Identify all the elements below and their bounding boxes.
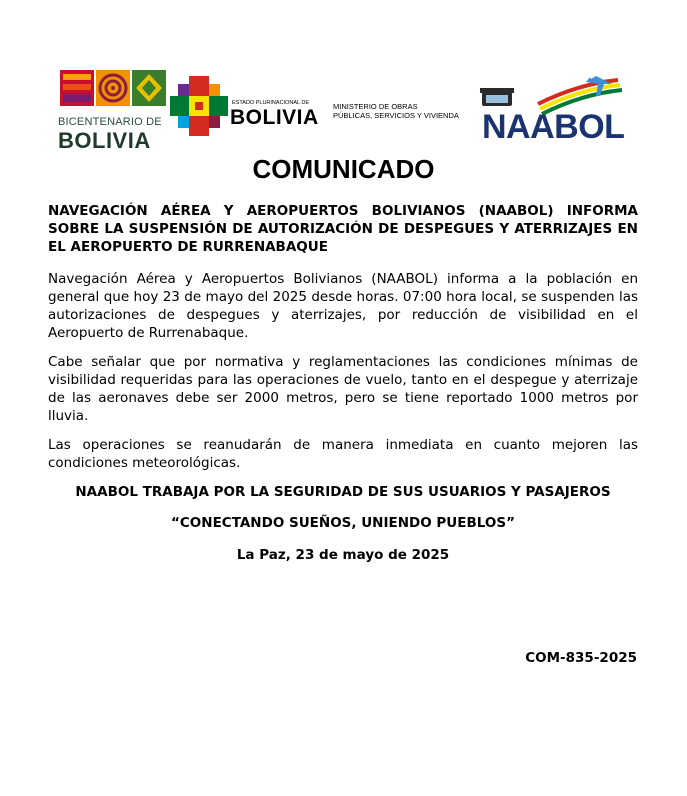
naabol-logo xyxy=(478,74,638,144)
communique-body xyxy=(48,202,638,564)
motto: NAABOL TRABAJA POR LA SEGURIDAD DE SUS USUARIOS Y PASAJEROS xyxy=(75,484,611,500)
logo-header xyxy=(0,60,687,153)
ministerio-label xyxy=(333,102,473,120)
ministerio-line2: PÚBLICAS, SERVICIOS Y VIVIENDA xyxy=(333,111,459,120)
paragraph-3: Las operaciones se reanudarán de manera inmediata en cuanto mejoren las condiciones meteorológicas. xyxy=(48,437,638,471)
naabol-wordmark: NAABOL xyxy=(482,108,625,146)
paragraph-1: Navegación Aérea y Aeropuertos Bolivianos (NAABOL) informa a la población en general que hoy 23 de mayo del 2025 desde horas. 07:00 hora local, se suspenden las autorizaciones de despegues y aterrizajes, por reducción de visibilidad en el Aeropuerto de Rurrenabaque. xyxy=(48,271,638,341)
bicentenario-logo xyxy=(58,70,168,153)
estado-plurinacional-logo xyxy=(170,76,320,136)
communique-code: COM-835-2025 xyxy=(525,650,637,666)
bicentenario-pattern-icon xyxy=(60,70,166,108)
place-date: La Paz, 23 de mayo de 2025 xyxy=(236,547,450,563)
bicentenario-line2: BOLIVIA xyxy=(58,128,151,153)
bicentenario-line1: BICENTENARIO DE xyxy=(58,116,162,128)
page-title: COMUNICADO xyxy=(252,154,435,184)
paragraph-2: Cabe señalar que por normativa y reglamentaciones las condiciones mínimas de visibilidad requeridas para las operaciones de vuelo, tanto en el despegue y aterrizaje de las aeronaves debe ser 2000 metros, pero se tiene reportado 1000 metros por lluvia. xyxy=(48,354,638,424)
estado-bolivia-label: BOLIVIA xyxy=(230,106,319,129)
estado-small-label: ESTADO PLURINACIONAL DE xyxy=(232,100,310,106)
slogan: “CONECTANDO SUEÑOS, UNIENDO PUEBLOS” xyxy=(171,515,515,531)
chakana-icon xyxy=(170,76,228,136)
headline: NAVEGACIÓN AÉREA Y AEROPUERTOS BOLIVIANOS (NAABOL) INFORMA SOBRE LA SUSPENSIÓN DE AUTORIZACIÓN DE DESPEGUES Y ATERRIZAJES EN EL AEROPUERTO DE RURRENABAQUE xyxy=(48,203,638,255)
ministerio-line1: MINISTERIO DE OBRAS xyxy=(333,102,418,111)
